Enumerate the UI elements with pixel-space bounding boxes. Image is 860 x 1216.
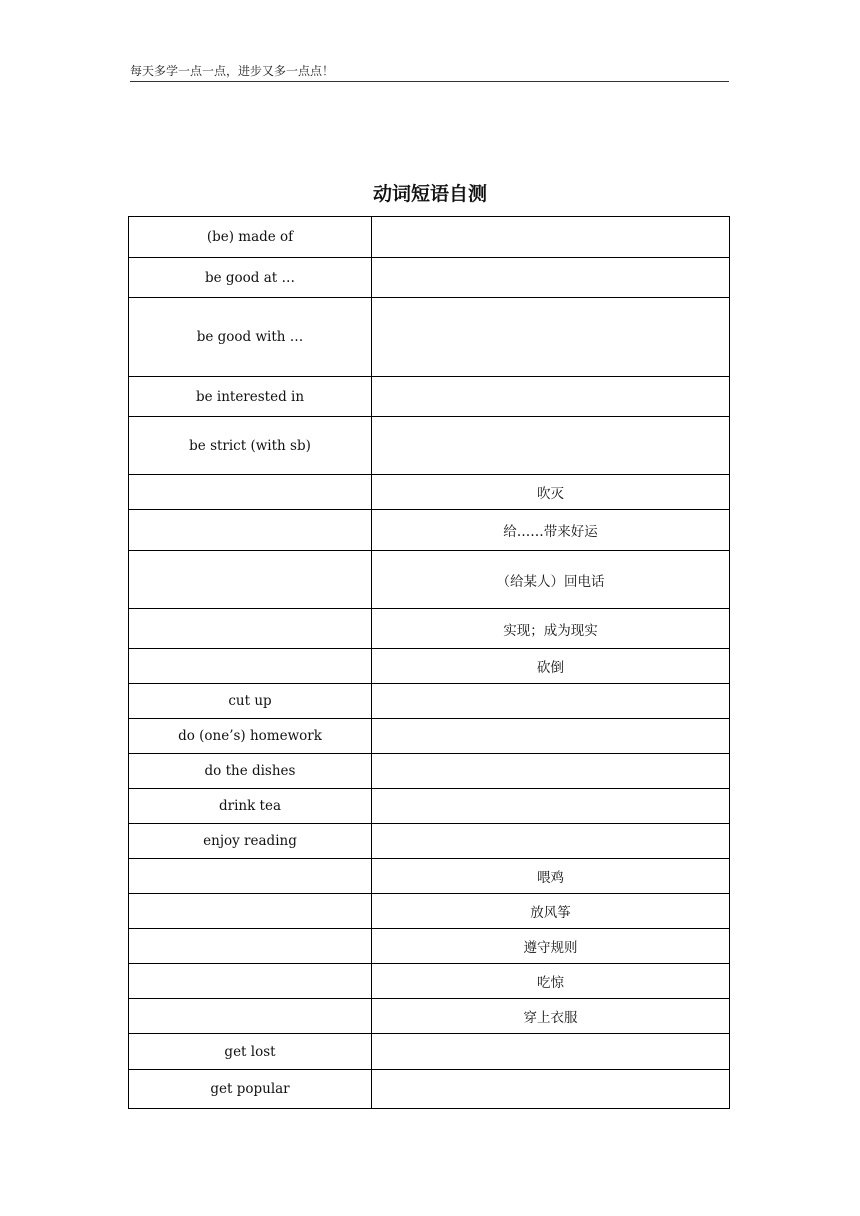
chinese-cell: 遵守规则 (372, 929, 730, 964)
table-row (129, 859, 730, 894)
chinese-cell[interactable] (372, 217, 730, 258)
english-cell: do the dishes (129, 754, 372, 789)
english-cell[interactable] (129, 999, 372, 1034)
english-cell[interactable] (129, 475, 372, 510)
chinese-cell[interactable] (372, 1070, 730, 1109)
table-row (129, 510, 730, 551)
english-cell: get popular (129, 1070, 372, 1109)
chinese-cell[interactable] (372, 377, 730, 417)
chinese-cell[interactable] (372, 789, 730, 824)
chinese-cell: 砍倒 (372, 649, 730, 684)
table-row (129, 475, 730, 510)
english-cell[interactable] (129, 649, 372, 684)
english-cell: be good at … (129, 258, 372, 298)
chinese-cell: 吹灭 (372, 475, 730, 510)
chinese-cell[interactable] (372, 824, 730, 859)
table-row (129, 298, 730, 377)
chinese-cell: 给……带来好运 (372, 510, 730, 551)
table-row (129, 719, 730, 754)
table-row (129, 1034, 730, 1070)
chinese-cell: 放风筝 (372, 894, 730, 929)
english-cell[interactable] (129, 859, 372, 894)
chinese-cell[interactable] (372, 298, 730, 377)
page-title: 动词短语自测 (372, 183, 487, 205)
chinese-cell[interactable] (372, 417, 730, 475)
table-row (129, 649, 730, 684)
english-cell[interactable] (129, 929, 372, 964)
table-row (129, 684, 730, 719)
table-row (129, 609, 730, 649)
english-cell[interactable] (129, 510, 372, 551)
english-cell: be strict (with sb) (129, 417, 372, 475)
english-cell: enjoy reading (129, 824, 372, 859)
table-row (129, 824, 730, 859)
chinese-cell[interactable] (372, 1034, 730, 1070)
chinese-cell: 喂鸡 (372, 859, 730, 894)
english-cell[interactable] (129, 609, 372, 649)
table-row (129, 894, 730, 929)
header-motto: 每天多学一点一点，进步又多一点点！ (130, 64, 335, 78)
english-cell[interactable] (129, 551, 372, 609)
table-row (129, 999, 730, 1034)
english-cell: get lost (129, 1034, 372, 1070)
table-row (129, 217, 730, 258)
english-cell: do (one’s) homework (129, 719, 372, 754)
table-row (129, 789, 730, 824)
chinese-cell: （给某人）回电话 (372, 551, 730, 609)
chinese-cell: 实现；成为现实 (372, 609, 730, 649)
table-row (129, 551, 730, 609)
chinese-cell[interactable] (372, 684, 730, 719)
english-cell: (be) made of (129, 217, 372, 258)
chinese-cell[interactable] (372, 719, 730, 754)
table-row (129, 417, 730, 475)
english-cell: be interested in (129, 377, 372, 417)
english-cell[interactable] (129, 964, 372, 999)
page-header (130, 62, 729, 82)
english-cell: be good with … (129, 298, 372, 377)
phrase-table (128, 216, 730, 1109)
chinese-cell: 吃惊 (372, 964, 730, 999)
table-row (129, 929, 730, 964)
chinese-cell[interactable] (372, 258, 730, 298)
english-cell: drink tea (129, 789, 372, 824)
english-cell: cut up (129, 684, 372, 719)
english-cell[interactable] (129, 894, 372, 929)
chinese-cell: 穿上衣服 (372, 999, 730, 1034)
table-row (129, 1070, 730, 1109)
chinese-cell[interactable] (372, 754, 730, 789)
table-row (129, 964, 730, 999)
table-row (129, 754, 730, 789)
table-row (129, 258, 730, 298)
table-row (129, 377, 730, 417)
